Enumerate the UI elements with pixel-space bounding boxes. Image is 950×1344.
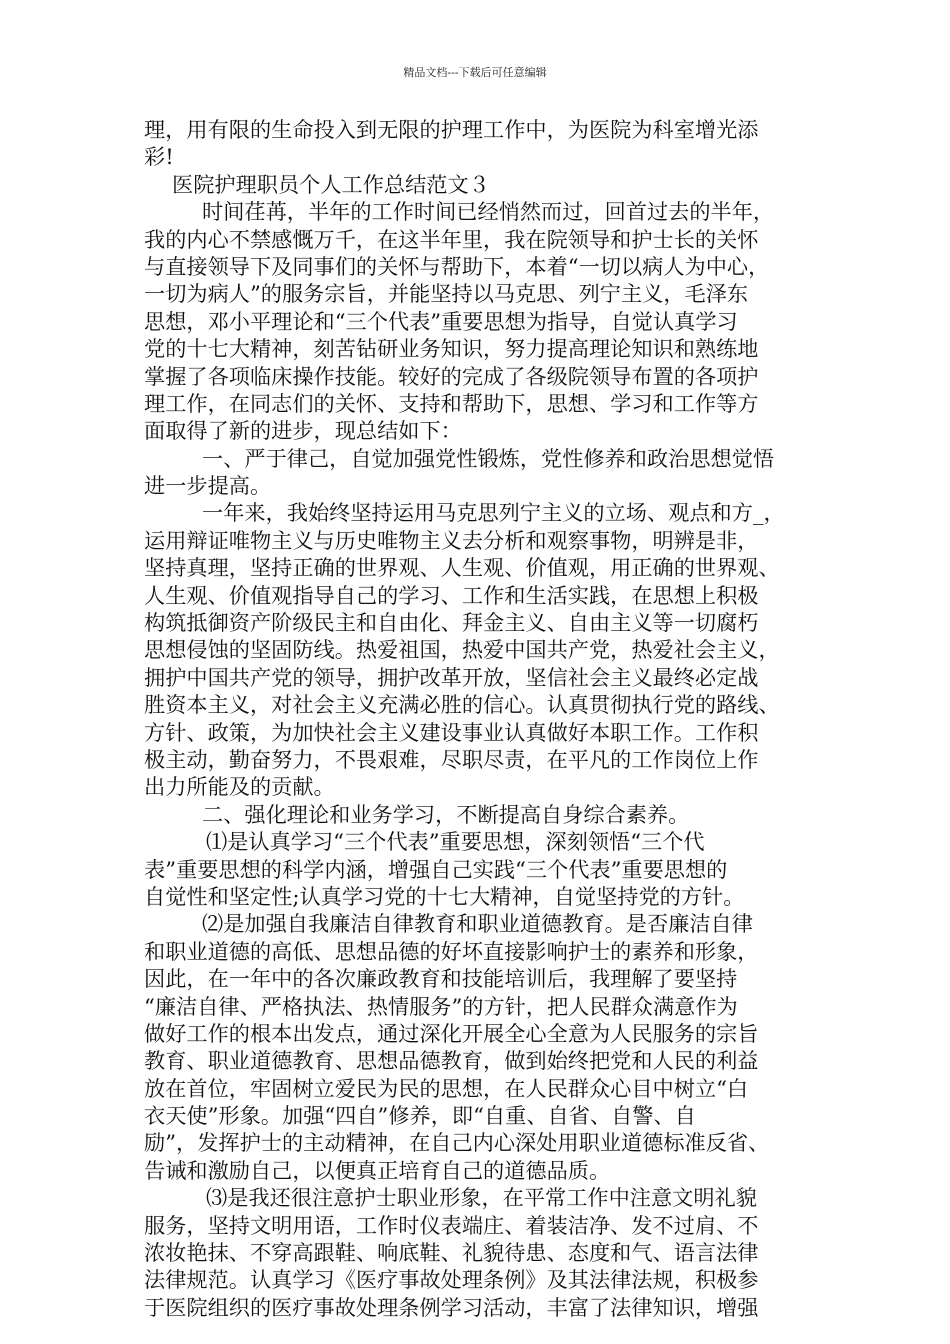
text-line: 思想，邓小平理论和“三个代表”重要思想为指导，自觉认真学习 bbox=[144, 308, 738, 334]
text-line: 教育、职业道德教育、思想品德教育，做到始终把党和人民的利益 bbox=[144, 1048, 759, 1074]
text-line: 理，用有限的生命投入到无限的护理工作中，为医院为科室增光添 bbox=[144, 117, 759, 142]
text-line: 自觉性和坚定性;认真学习党的十七大精神，自觉坚持党的方针。 bbox=[144, 883, 745, 909]
text-line: ⑵是加强自我廉洁自律教育和职业道德教育。是否廉洁自律 bbox=[202, 911, 753, 937]
text-line: 运用辩证唯物主义与历史唯物主义去分析和观察事物，明辨是非， bbox=[144, 527, 759, 553]
text-line: 彩! bbox=[144, 144, 174, 170]
text-line: 放在首位，牢固树立爱民为民的思想，在人民群众心目中树立“白 bbox=[144, 1075, 749, 1101]
text-line: 衣天使”形象。加强“四自”修养，即“自重、自省、自警、自 bbox=[144, 1103, 696, 1129]
text-line: “廉洁自律、严格执法、热情服务”的方针，把人民群众满意作为 bbox=[144, 993, 738, 1019]
text-line: 我的内心不禁感慨万千，在这半年里，我在院领导和护士长的关怀 bbox=[144, 226, 759, 252]
text-line: 面取得了新的进步，现总结如下： bbox=[144, 418, 462, 444]
text-line: 人生观、价值观指导自己的学习、工作和生活实践，在思想上积极 bbox=[144, 582, 759, 608]
text-line: 于医院组织的医疗事故处理条例学习活动，丰富了法律知识，增强 bbox=[144, 1294, 759, 1320]
text-line: 理工作，在同志们的关怀、支持和帮助下，思想、学习和工作等方 bbox=[144, 390, 759, 416]
text-line: 拥护中国共产党的领导，拥护改革开放，坚信社会主义最终必定战 bbox=[144, 664, 759, 690]
text-line: 坚持真理，坚持正确的世界观、人生观、价值观，用正确的世界观、 bbox=[144, 555, 780, 581]
text-line: 一切为病人”的服务宗旨，并能坚持以马克思、列宁主义，毛泽东 bbox=[144, 281, 749, 307]
text-line: 和职业道德的高低、思想品德的好坏直接影响护士的素养和形象， bbox=[144, 938, 759, 964]
text-line: ⑴是认真学习“三个代表”重要思想，深刻领悟“三个代 bbox=[206, 829, 705, 855]
text-line: 构筑抵御资产阶级民主和自由化、拜金主义、自由主义等一切腐朽 bbox=[144, 610, 759, 636]
text-line: 时间荏苒，半年的工作时间已经悄然而过，回首过去的半年， bbox=[202, 199, 775, 225]
text-line: 浓妆艳抹、不穿高跟鞋、响底鞋、礼貌待患、态度和气、语言法律 bbox=[144, 1240, 759, 1266]
text-line: 做好工作的根本出发点，通过深化开展全心全意为人民服务的宗旨 bbox=[144, 1020, 759, 1046]
text-line: 二、强化理论和业务学习，不断提高自身综合素养。 bbox=[202, 801, 690, 827]
text-line: 进一步提高。 bbox=[144, 473, 272, 499]
text-line: 党的十七大精神，刻苦钻研业务知识，努力提高理论知识和熟练地 bbox=[144, 336, 759, 362]
text-line: 掌握了各项临床操作技能。较好的完成了各级院领导布置的各项护 bbox=[144, 363, 759, 389]
text-line: 告诫和激励自己，以便真正培育自己的道德品质。 bbox=[144, 1157, 611, 1183]
text-line: 服务，坚持文明用语，工作时仪表端庄、着装洁净、发不过肩、不 bbox=[144, 1212, 759, 1238]
text-line: 思想侵蚀的坚固防线。热爱祖国，热爱中国共产党，热爱社会主义， bbox=[144, 637, 780, 663]
text-line: 一、严于律己，自觉加强党性锻炼，党性修养和政治思想觉悟 bbox=[202, 445, 775, 471]
text-line: 方针、政策，为加快社会主义建设事业认真做好本职工作。工作积 bbox=[144, 719, 759, 745]
text-line: 法律规范。认真学习《医疗事故处理条例》及其法律法规，积极参 bbox=[144, 1267, 759, 1293]
document-body bbox=[144, 116, 829, 1321]
text-line: 与直接领导下及同事们的关怀与帮助下，本着“一切以病人为中心， bbox=[144, 253, 770, 279]
text-line: ⑶是我还很注意护士职业形象，在平常工作中注意文明礼貌 bbox=[206, 1185, 757, 1211]
text-line: 表”重要思想的科学内涵，增强自己实践“三个代表”重要思想的 bbox=[144, 856, 728, 882]
text-line: 医院护理职员个人工作总结范文３ bbox=[172, 171, 490, 197]
text-line: 励”，发挥护士的主动精神，在自己内心深处用职业道德标准反省、 bbox=[144, 1130, 770, 1156]
text-line: 因此，在一年中的各次廉政教育和技能培训后，我理解了要坚持 bbox=[144, 966, 738, 992]
page-header: 精品文档---下载后可任意编辑 bbox=[403, 66, 547, 79]
text-line: 胜资本主义，对社会主义充满必胜的信心。认真贯彻执行党的路线、 bbox=[144, 692, 780, 718]
text-line: 一年来，我始终坚持运用马克思列宁主义的立场、观点和方_， bbox=[202, 500, 785, 526]
text-line: 极主动，勤奋努力，不畏艰难，尽职尽责，在平凡的工作岗位上作 bbox=[144, 746, 759, 772]
text-line: 出力所能及的贡献。 bbox=[144, 774, 335, 800]
